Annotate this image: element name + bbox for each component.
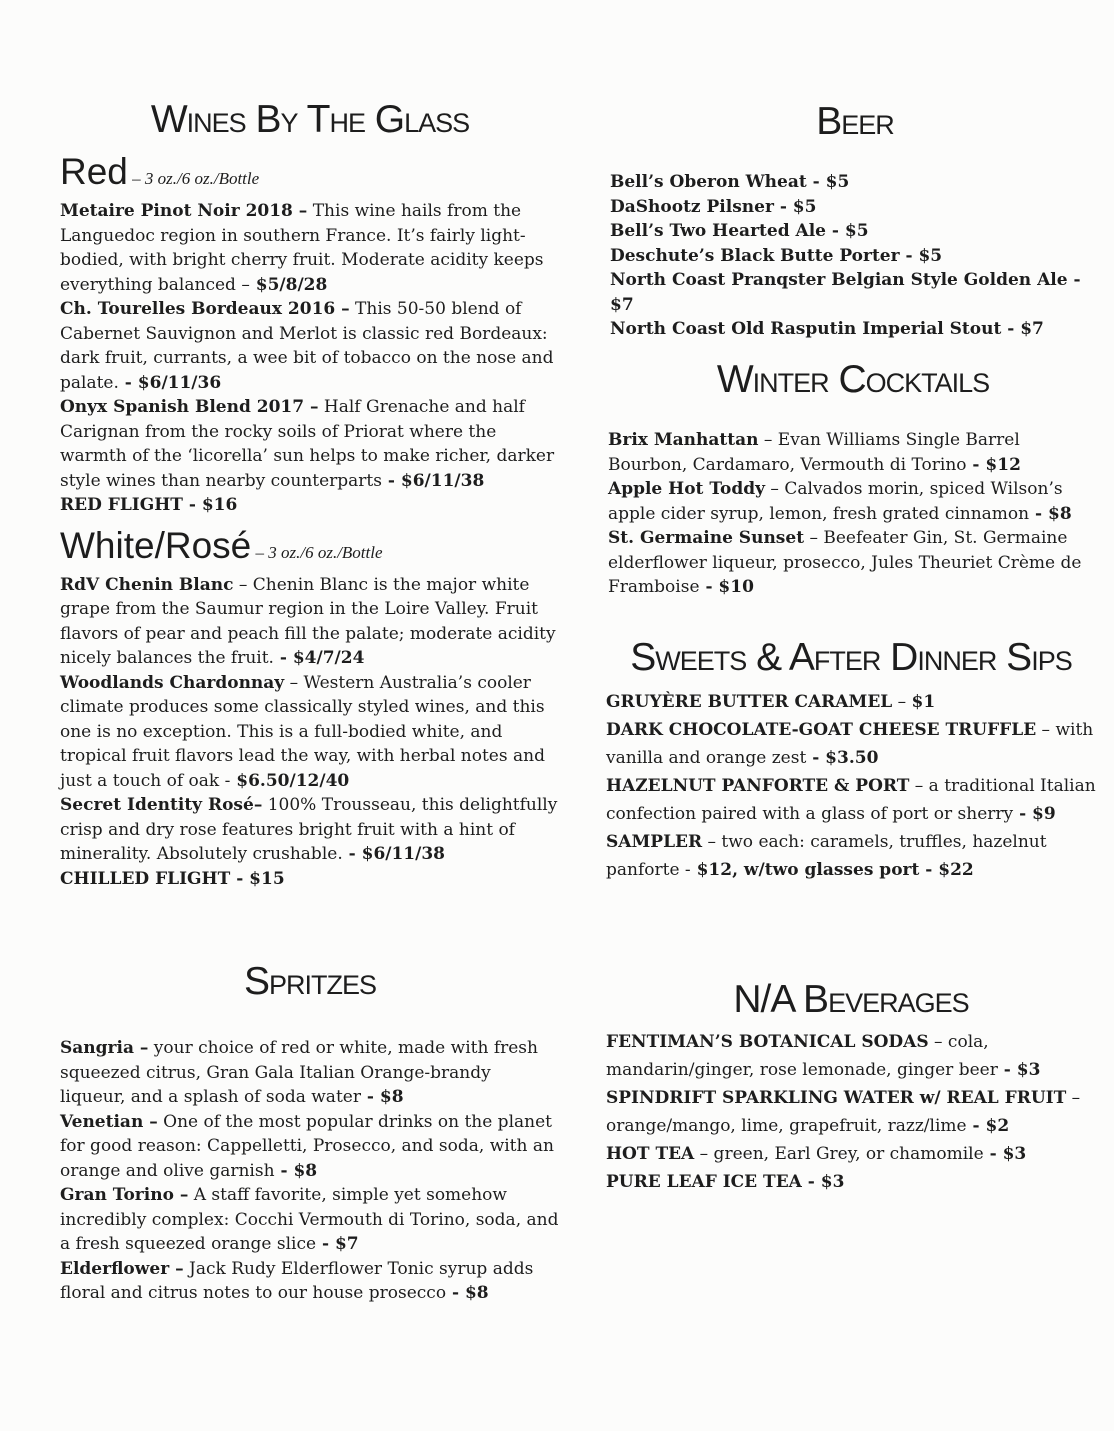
cocktail-description: – Evan Williams Single Barrel Bourbon, Cardamaro, Vermouth di Torino [608, 430, 1020, 475]
cocktail-price: - $8 [1029, 503, 1072, 524]
wine-name: Onyx Spanish Blend 2017 – [60, 397, 319, 417]
cocktails-section [608, 358, 1098, 600]
cocktail-description: – Beefeater Gin, St. Germaine elderflower liqueur, prosecco, Jules Theuriet Crème de Framboise [608, 528, 1082, 597]
na-price: - $3 [801, 1172, 845, 1192]
sweet-description: – with vanilla and orange zest [606, 720, 1094, 768]
na-description: – orange/mango, lime, grapefruit, razz/lime [606, 1088, 1081, 1136]
na-name: FENTIMAN’S BOTANICAL SODAS [606, 1032, 929, 1052]
spritz-item [60, 1110, 560, 1184]
sweet-price: - $9 [1013, 804, 1056, 824]
wine-item [60, 793, 560, 867]
beer-item: North Coast Old Rasputin Imperial Stout - $7 [610, 319, 1044, 339]
spritz-price: - $8 [274, 1160, 318, 1181]
spritz-name: Sangria – [60, 1038, 149, 1058]
red-flight-label: RED FLIGHT - $16 [60, 495, 238, 515]
sweet-price: $12, w/two glasses port - $22 [690, 860, 974, 880]
beer-item: DaShootz Pilsner - $5 [610, 196, 817, 217]
na-description: – cola, mandarin/ginger, rose lemonade, ginger beer [606, 1032, 998, 1080]
wine-item [60, 671, 560, 794]
wine-description: Half Grenache and half Carignan from the rocky soils of Priorat where the warmth of the ‘licorella’ sun helps to make richer, darker style wines than nearby counterparts [60, 397, 555, 491]
cocktail-name: Brix Manhattan [608, 430, 759, 450]
spritz-name: Venetian – [60, 1111, 158, 1132]
na-price: - $3 [983, 1144, 1027, 1164]
wine-description: – Western Australia’s cooler climate produces some classically styled wines, and this one is no exception. This is a full-bodied white, and tropical fruit flavors lead the way, with herbal notes and just a touch of oak - [60, 672, 545, 791]
wine-name: Woodlands Chardonnay [60, 672, 285, 693]
wine-price: - $4/7/24 [273, 648, 365, 668]
wine-price: $6.50/12/40 [230, 770, 350, 791]
na-heading: N/A Beverages [733, 978, 969, 1021]
cocktail-item [608, 428, 1098, 477]
wine-description: This 50-50 blend of Cabernet Sauvignon and Merlot is classic red Bordeaux: dark fruit, currants, a wee bit of tobacco on the nose and palate. [60, 299, 554, 393]
cocktail-item [608, 477, 1098, 526]
na-name: SPINDRIFT SPARKLING WATER w/ REAL FRUIT [606, 1088, 1067, 1108]
cocktails-heading: Winter Cocktails [716, 358, 990, 401]
cocktail-description: – Calvados morin, spiced Wilson’s apple cider syrup, lemon, fresh grated cinnamon [608, 479, 1063, 524]
white-subheading [60, 526, 560, 573]
na-item [606, 1028, 1096, 1084]
beer-item: North Coast Pranqster Belgian Style Golden Ale - $7 [610, 270, 1081, 315]
na-price: - $3 [997, 1060, 1041, 1080]
sweet-price: $1 [911, 692, 936, 712]
white-serving-note: – 3 oz./6 oz./Bottle [251, 542, 383, 562]
spritz-description: Jack Rudy Elderflower Tonic syrup adds floral and citrus notes to our house prosecco [60, 1258, 534, 1303]
sweet-description: – two each: caramels, truffles, hazelnut panforte - [606, 832, 1047, 880]
wine-item [60, 395, 560, 493]
beer-item: Bell’s Two Hearted Ale - $5 [610, 221, 869, 241]
wine-price: - $6/11/38 [342, 844, 446, 864]
spritz-item [60, 1257, 560, 1306]
wine-price: - $6/11/36 [118, 372, 222, 393]
chilled-flight [60, 867, 560, 892]
na-item [606, 1140, 1096, 1168]
spritz-name: Gran Torino – [60, 1185, 189, 1205]
spritz-description: your choice of red or white, made with fresh squeezed citrus, Gran Gala Italian Orange-brandy liqueur, and a splash of soda water [60, 1038, 538, 1107]
red-subheading [60, 152, 560, 199]
red-serving-note: – 3 oz./6 oz./Bottle [127, 169, 260, 188]
wine-item [60, 297, 560, 395]
wine-description: – Chenin Blanc is the major white grape from the Saumur region in the Loire Valley. Fruit flavors of pear and peach fill the palate; moderate acidity nicely balances the fruit. [60, 574, 556, 668]
na-item [606, 1084, 1096, 1140]
sweet-item [606, 772, 1096, 828]
sweet-price: - $3.50 [806, 748, 879, 768]
cocktail-item [608, 526, 1098, 600]
spritzes-section [60, 960, 560, 1306]
wine-item [60, 573, 560, 671]
sweets-section [606, 636, 1096, 884]
sweet-name: GRUYÈRE BUTTER CARAMEL [606, 692, 893, 712]
wine-description: This wine hails from the Languedoc region in southern France. It’s fairly light-bodied, with bright cherry fruit. Moderate acidity keeps everything balanced – [60, 201, 544, 295]
sweets-heading: Sweets & After Dinner Sips [630, 636, 1072, 679]
white-label: White/Rosé [60, 524, 252, 566]
wine-price: - $6/11/38 [382, 470, 485, 491]
sweet-name: SAMPLER [606, 832, 703, 852]
beer-item: Bell’s Oberon Wheat - $5 [610, 172, 850, 192]
na-item [606, 1168, 1096, 1196]
wine-name: RdV Chenin Blanc [60, 574, 234, 595]
spritz-price: - $8 [446, 1283, 489, 1303]
na-name: PURE LEAF ICE TEA [606, 1172, 802, 1192]
spritz-name: Elderflower – [60, 1258, 184, 1279]
spritzes-heading: Spritzes [243, 960, 377, 1003]
red-label: Red [60, 151, 128, 192]
sweet-description: – [892, 692, 912, 712]
beer-heading: Beer [816, 100, 894, 143]
spritz-item [60, 1036, 560, 1110]
cocktail-price: - $10 [699, 577, 754, 597]
wine-name: Ch. Tourelles Bordeaux 2016 – [60, 299, 350, 319]
wines-section [60, 98, 560, 891]
cocktail-price: - $12 [966, 454, 1021, 475]
red-flight [60, 493, 560, 518]
sweet-name: HAZELNUT PANFORTE & PORT [606, 776, 910, 796]
sweet-item [606, 828, 1096, 884]
cocktail-name: Apple Hot Toddy [608, 479, 766, 499]
spritz-price: - $8 [360, 1087, 404, 1107]
na-name: HOT TEA [606, 1144, 695, 1164]
na-description: – green, Earl Grey, or chamomile [694, 1144, 984, 1164]
beer-item: Deschute’s Black Butte Porter - $5 [610, 245, 943, 266]
chilled-flight-label: CHILLED FLIGHT - $15 [60, 868, 285, 889]
wine-item [60, 199, 560, 297]
na-price: - $2 [966, 1116, 1010, 1136]
sweet-item [606, 716, 1096, 772]
sweet-name: DARK CHOCOLATE-GOAT CHEESE TRUFFLE [606, 720, 1037, 740]
na-section [606, 978, 1096, 1196]
spritz-description: One of the most popular drinks on the planet for good reason: Cappelletti, Prosecco, and soda, with an orange and olive garnish [60, 1111, 554, 1181]
cocktail-name: St. Germaine Sunset [608, 528, 805, 548]
wine-description: 100% Trousseau, this delightfully crisp and dry rose features bright fruit with a hint of minerality. Absolutely crushable. [60, 795, 558, 864]
beer-section [610, 100, 1100, 342]
spritz-item [60, 1183, 560, 1257]
spritz-price: - $7 [316, 1234, 359, 1254]
wine-price: $5/8/28 [249, 274, 328, 295]
sweet-item [606, 688, 1096, 716]
spritz-description: A staff favorite, simple yet somehow incredibly complex: Cocchi Vermouth di Torino, soda, and a fresh squeezed orange slice [60, 1185, 559, 1254]
wine-name: Metaire Pinot Noir 2018 – [60, 201, 308, 221]
sweet-description: – a traditional Italian confection paired with a glass of port or sherry [606, 776, 1096, 824]
wines-heading: Wines By The Glass [150, 98, 470, 141]
wine-name: Secret Identity Rosé– [60, 795, 263, 815]
